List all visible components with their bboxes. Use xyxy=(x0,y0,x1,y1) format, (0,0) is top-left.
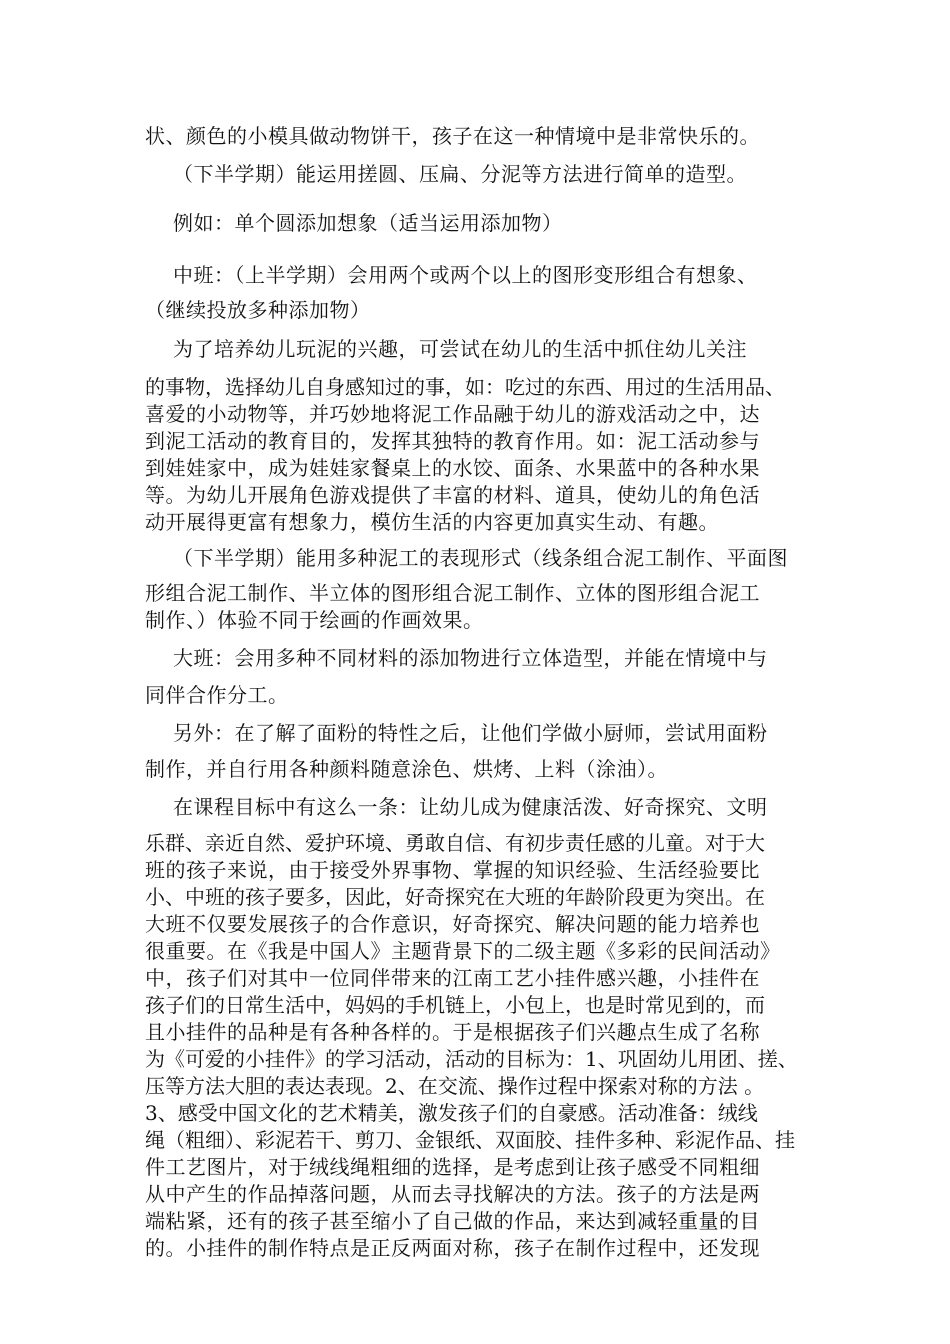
text-line: 中班：（上半学期）会用两个或两个以上的图形变形组合有想象、 xyxy=(173,263,758,287)
text-line: 孩子们的日常生活中，妈妈的手机链上，小包上，也是时常见到的，而 xyxy=(145,993,765,1017)
text-line: 端粘紧，还有的孩子甚至缩小了自己做的作品，来达到减轻重量的目 xyxy=(145,1209,760,1233)
text-line: 小、中班的孩子要多，因此，好奇探究在大班的年龄阶段更为突出。在 xyxy=(145,885,765,909)
text-line: 大班：会用多种不同材料的添加物进行立体造型，并能在情境中与 xyxy=(173,646,768,670)
text-line: 中，孩子们对其中一位同伴带来的江南工艺小挂件感兴趣，小挂件在 xyxy=(145,966,760,990)
text-line: 为《可爱的小挂件》的学习活动，活动的目标为：1、巩固幼儿用团、搓、 xyxy=(145,1047,798,1071)
text-line: 状、颜色的小模具做动物饼干，孩子在这一种情境中是非常快乐的。 xyxy=(145,124,760,148)
text-line: （下半学期）能运用搓圆、压扁、分泥等方法进行简单的造型。 xyxy=(173,162,747,186)
text-line: 件工艺图片，对于绒线绳粗细的选择，是考虑到让孩子感受不同粗细 xyxy=(145,1155,760,1179)
text-line: 在课程目标中有这么一条：让幼儿成为健康活泼、好奇探究、文明 xyxy=(173,795,768,819)
text-line: 大班不仅要发展孩子的合作意识，好奇探究、解决问题的能力培养也 xyxy=(145,912,760,936)
text-line: 等。为幼儿开展角色游戏提供了丰富的材料、道具，使幼儿的角色活 xyxy=(145,483,760,507)
text-line: 动开展得更富有想象力，模仿生活的内容更加真实生动、有趣。 xyxy=(145,510,719,534)
text-line: 绳（粗细）、彩泥若干、剪刀、金银纸、双面胶、挂件多种、彩泥作品、挂 xyxy=(145,1128,795,1152)
text-line: 到娃娃家中，成为娃娃家餐桌上的水饺、面条、水果蓝中的各种水果 xyxy=(145,456,760,480)
text-line: 很重要。在《我是中国人》主题背景下的二级主题《多彩的民间活动》 xyxy=(145,939,781,963)
text-line: 形组合泥工制作、半立体的图形组合泥工制作、立体的图形组合泥工 xyxy=(145,581,760,605)
text-line: 班的孩子来说，由于接受外界事物、掌握的知识经验、生活经验要比 xyxy=(145,858,760,882)
text-line: 到泥工活动的教育目的，发挥其独特的教育作用。如：泥工活动参与 xyxy=(145,429,760,453)
text-line: 为了培养幼儿玩泥的兴趣，可尝试在幼儿的生活中抓住幼儿关注 xyxy=(173,337,747,361)
text-line: 同伴合作分工。 xyxy=(145,683,289,707)
text-line: （下半学期）能用多种泥工的表现形式（线条组合泥工制作、平面图 xyxy=(173,546,788,570)
text-line: 制作、）体验不同于绘画的作画效果。 xyxy=(145,608,484,632)
text-line: 从中产生的作品掉落问题，从而去寻找解决的方法。孩子的方法是两 xyxy=(145,1182,760,1206)
text-line: 的事物，选择幼儿自身感知过的事，如：吃过的东西、用过的生活用品、 xyxy=(145,375,785,399)
text-line: （继续投放多种添加物） xyxy=(145,298,371,322)
text-line: 3、感受中国文化的艺术精美，激发孩子们的自豪感。活动准备：绒线 xyxy=(145,1101,758,1125)
text-line: 压等方法大胆的表达表现。2、在交流、操作过程中探索对称的方法 。 xyxy=(145,1074,765,1098)
text-line: 另外：在了解了面粉的特性之后，让他们学做小厨师，尝试用面粉 xyxy=(173,721,768,745)
text-line: 的。小挂件的制作特点是正反两面对称，孩子在制作过程中，还发现 xyxy=(145,1236,760,1260)
text-line: 制作，并自行用各种颜料随意涂色、烘烤、上料（涂油）。 xyxy=(145,757,668,781)
text-line: 例如：单个圆添加想象（适当运用添加物） xyxy=(173,211,563,235)
text-line: 喜爱的小动物等，并巧妙地将泥工作品融于幼儿的游戏活动之中，达 xyxy=(145,402,760,426)
text-line: 乐群、亲近自然、爱护环境、勇敢自信、有初步责任感的儿童。对于大 xyxy=(145,831,765,855)
text-line: 且小挂件的品种是有各种各样的。于是根据孩子们兴趣点生成了名称 xyxy=(145,1020,760,1044)
